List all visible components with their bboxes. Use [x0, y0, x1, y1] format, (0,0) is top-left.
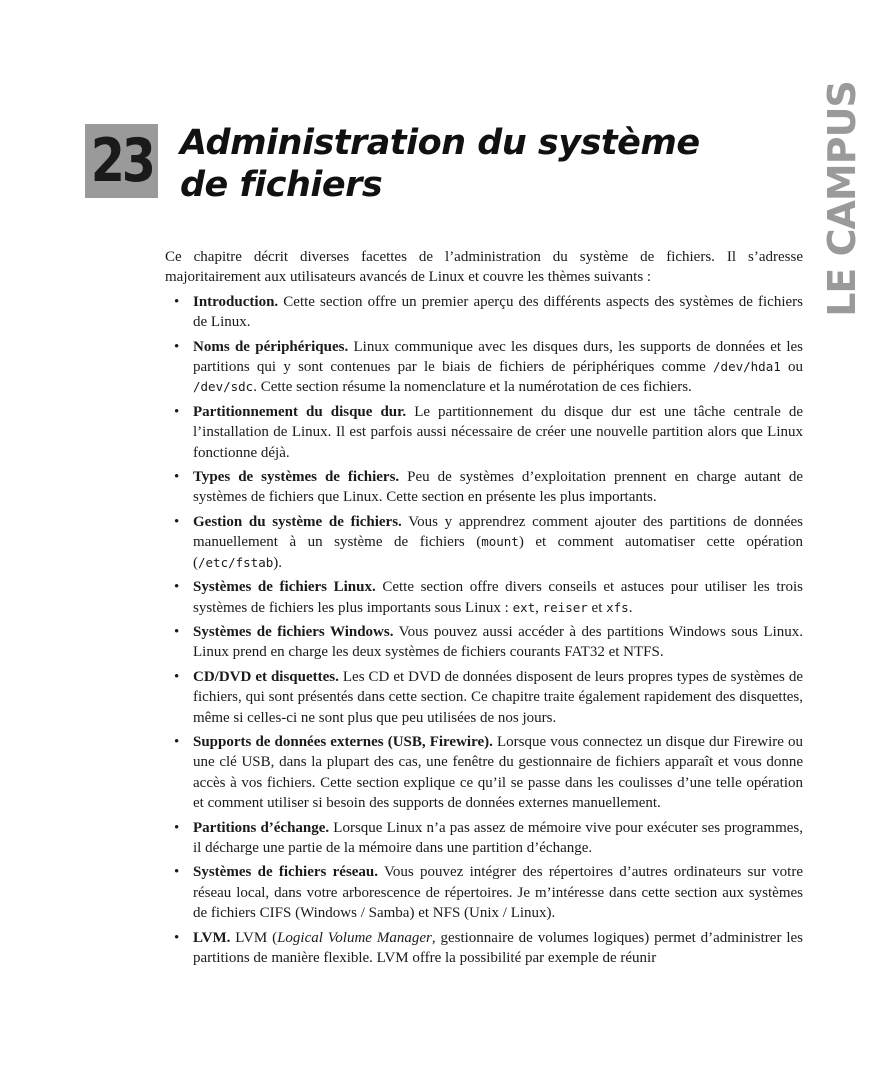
topic-term: CD/DVD et disquettes. — [193, 668, 339, 685]
bullet-icon: • — [174, 469, 180, 486]
topic-term: Systèmes de fichiers Linux. — [193, 579, 376, 596]
topic-term: Partitionnement du disque dur. — [193, 403, 407, 420]
list-item — [165, 622, 803, 663]
list-item — [165, 512, 803, 573]
chapter-title — [180, 122, 700, 206]
chapter-content — [165, 247, 803, 968]
topic-term: Types de systèmes de fichiers. — [193, 469, 400, 486]
bullet-icon: • — [174, 293, 180, 310]
topic-text: Vous pouvez aussi accéder à des partitions Windows sous Linux. Linux prend en charge les deux systèmes de fichiers courants FAT32 et NTFS. — [193, 623, 803, 661]
list-item — [165, 577, 803, 618]
topic-term: Systèmes de fichiers Windows. — [193, 623, 394, 640]
code-snippet: ext — [512, 599, 536, 615]
topic-text: Les CD et DVD de données disposent de leurs propres types de systèmes de fichiers, qui sont présentés dans cette section. Ce chapitre traite également rapidement des disquettes, même si celles-ci ne sont plus que peu utilisées de nos jours. — [193, 668, 803, 726]
topic-term: Partitions d’échange. — [193, 819, 330, 836]
topic-text: . Cette section résume la nomenclature et la numérotation de ces fichiers. — [253, 379, 692, 396]
side-label: LE CAMPUS — [820, 81, 864, 317]
topic-text: . — [628, 599, 633, 616]
topic-term: Noms de périphériques. — [193, 338, 349, 355]
topic-text: Lorsque Linux n’a pas assez de mémoire vive pour exécuter ses programmes, il décharge une partie de la mémoire dans une partition d’échange. — [193, 819, 803, 856]
bullet-icon: • — [174, 579, 180, 596]
topic-text: Lorsque vous connectez un disque dur Firewire ou une clé USB, dans la plupart des cas, une fenêtre du gestionnaire de fichiers apparaît et vous donne accès à vos fichiers. Cette section explique ce qu’il se passe dans les coulisses d’une telle opération et comment utiliser si besoin des supports de données externes manuellement. — [193, 733, 803, 812]
chapter-number: 23 — [90, 126, 153, 196]
topic-term: Systèmes de fichiers réseau. — [193, 864, 379, 881]
list-item — [165, 667, 803, 728]
topic-text: Le partitionnement du disque dur est une tâche centrale de l’installation de Linux. Il est parfois aussi nécessaire de créer une nouvelle partition alors que Linux fonctionne déjà. — [193, 403, 804, 461]
topic-text: Cette section offre divers conseils et astuces pour utiliser les trois systèmes de fichiers les plus importants sous Linux : — [193, 579, 804, 616]
list-item — [165, 467, 803, 508]
bullet-icon: • — [174, 403, 180, 420]
topic-term: Gestion du système de fichiers. — [193, 513, 402, 530]
topic-term: Introduction. — [193, 293, 279, 310]
topic-text: Linux communique avec les disques durs, les supports de données et les partitions qui y sont contenues par le biais de fichiers de périphériques comme — [193, 338, 803, 376]
topic-text: ou — [780, 359, 804, 376]
bullet-icon: • — [174, 623, 180, 640]
bullet-icon: • — [174, 733, 180, 750]
chapter-title-line1: Administration du système — [180, 123, 700, 163]
intro-paragraph: Ce chapitre décrit diverses facettes de l’administration du système de fichiers. Il s’adresse majoritairement aux utilisateurs avancés de Linux et couvre les thèmes suivants : — [165, 249, 803, 286]
bullet-icon: • — [174, 668, 180, 685]
bullet-icon: • — [174, 864, 180, 881]
topic-text: LVM ( — [230, 929, 278, 946]
list-item — [165, 402, 803, 463]
code-snippet: mount — [481, 534, 519, 550]
code-snippet: /etc/fstab — [198, 554, 274, 570]
bullet-icon: • — [174, 929, 180, 946]
bullet-icon: • — [174, 338, 180, 355]
code-snippet: reiser — [542, 599, 588, 615]
list-item — [165, 818, 803, 859]
topic-text: Peu de systèmes d’exploitation prennent en charge autant de systèmes de fichiers que Linux. Cette section en présente les plus importants. — [193, 469, 804, 506]
topic-text: ). — [273, 554, 283, 571]
topic-text: , — [535, 599, 543, 616]
topic-italic: Logical Volume Manager — [277, 929, 432, 946]
list-item — [165, 732, 803, 814]
code-snippet: /dev/sdc — [193, 379, 254, 395]
topic-term: LVM. — [193, 929, 231, 946]
list-item — [165, 337, 803, 398]
topic-text: Vous y apprendrez comment ajouter des partitions de données manuellement à un système de fichiers ( — [193, 513, 803, 551]
side-label-box — [822, 72, 862, 326]
list-item — [165, 928, 803, 969]
chapter-number-box — [85, 124, 158, 198]
list-item — [165, 862, 803, 923]
topic-text: ) et comment automatiser cette opération ( — [193, 534, 803, 571]
topic-term: Supports de données externes (USB, Firewire). — [193, 733, 493, 750]
topic-text: , gestionnaire de volumes logiques) permet d’administrer les partitions de manière flexible. LVM offre la possibilité par exemple de réunir — [193, 929, 803, 966]
topic-text: Cette section offre un premier aperçu des différents aspects des systèmes de fichiers de Linux. — [193, 293, 803, 331]
topic-text: et — [587, 599, 607, 616]
chapter-title-line2: de fichiers — [180, 165, 383, 205]
list-item — [165, 292, 803, 333]
code-snippet: /dev/hda1 — [713, 359, 781, 375]
topic-text: Vous pouvez intégrer des répertoires d’autres ordinateurs sur votre réseau local, dans votre arborescence de répertoires. Je m’intéresse dans cette section aux systèmes de fichiers CIFS (Windows / Samba) et NFS (Unix / Linux). — [193, 864, 803, 922]
bullet-icon: • — [174, 819, 180, 836]
code-snippet: xfs — [606, 599, 629, 615]
bullet-icon: • — [174, 513, 180, 530]
topic-list — [165, 292, 803, 969]
